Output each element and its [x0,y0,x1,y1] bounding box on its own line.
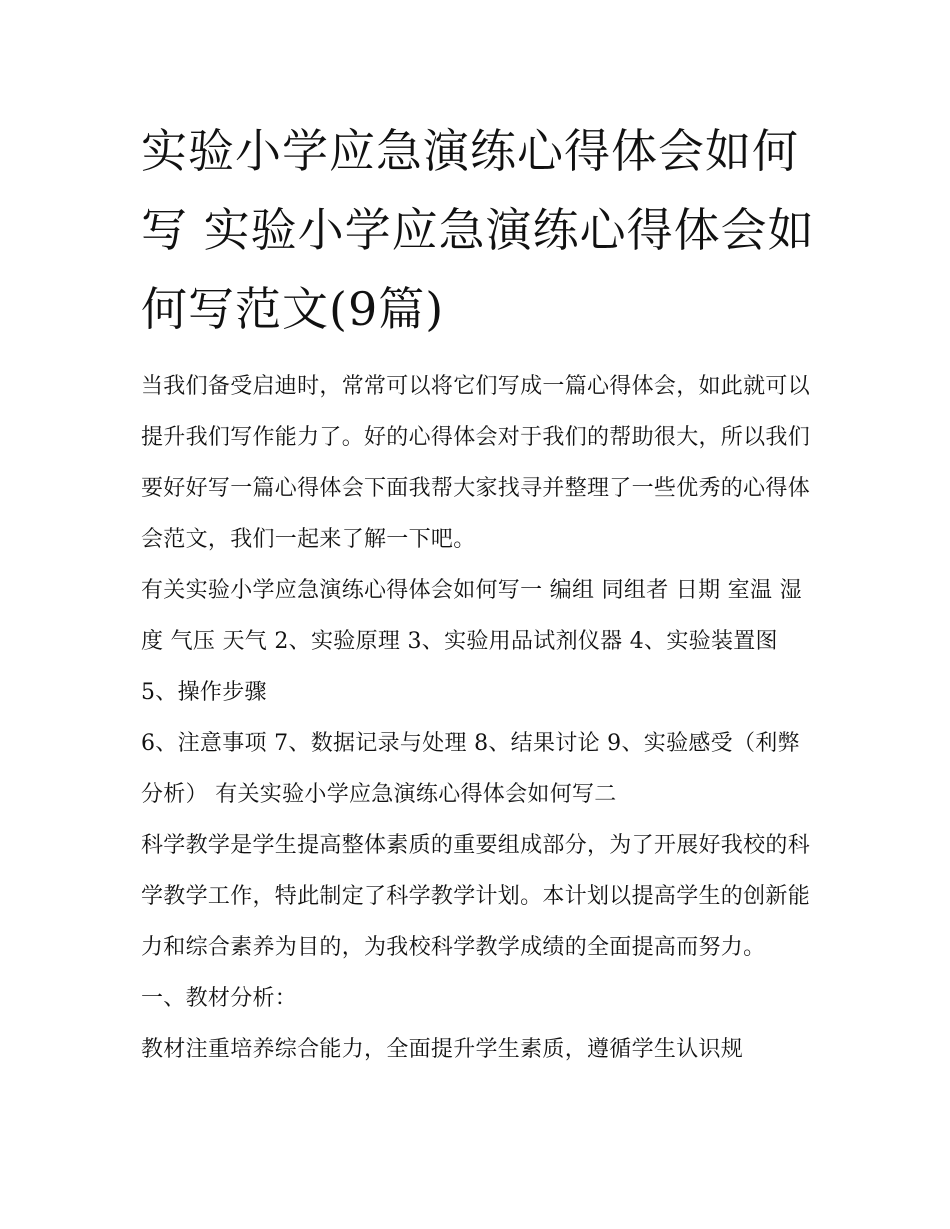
science-teaching-paragraph: 科学教学是学生提高整体素质的重要组成部分，为了开展好我校的科学教学工作，特此制定了科学教学计划。本计划以提高学生的创新能力和综合素养为目的，为我校科学教学成绩的全面提高而努力。 [141,833,811,960]
steps-paragraph: 6、注意事项 7、数据记录与处理 8、结果讨论 9、实验感受（利弊分析） 有关实验小学应急演练心得体会如何写二 [141,731,800,807]
section-one-paragraph: 有关实验小学应急演练心得体会如何写一 编组 同组者 日期 室温 湿度 气压 天气 2、实验原理 3、实验用品试剂仪器 4、实验装置图 5、操作步骤 [141,578,802,705]
document-body [141,361,817,1075]
document-page [141,112,817,1075]
intro-paragraph: 当我们备受启迪时，常常可以将它们写成一篇心得体会，如此就可以提升我们写作能力了。好的心得体会对于我们的帮助很大，所以我们要好好写一篇心得体会下面我帮大家找寻并整理了一些优秀的心得体会范文，我们一起来了解一下吧。 [141,374,811,552]
document-title: 实验小学应急演练心得体会如何写 实验小学应急演练心得体会如何写范文(9篇) [141,124,815,336]
textbook-analysis-paragraph: 教材注重培养综合能力，全面提升学生素质，遵循学生认识规 [141,1037,744,1062]
textbook-analysis-heading: 一、教材分析： [141,986,298,1011]
